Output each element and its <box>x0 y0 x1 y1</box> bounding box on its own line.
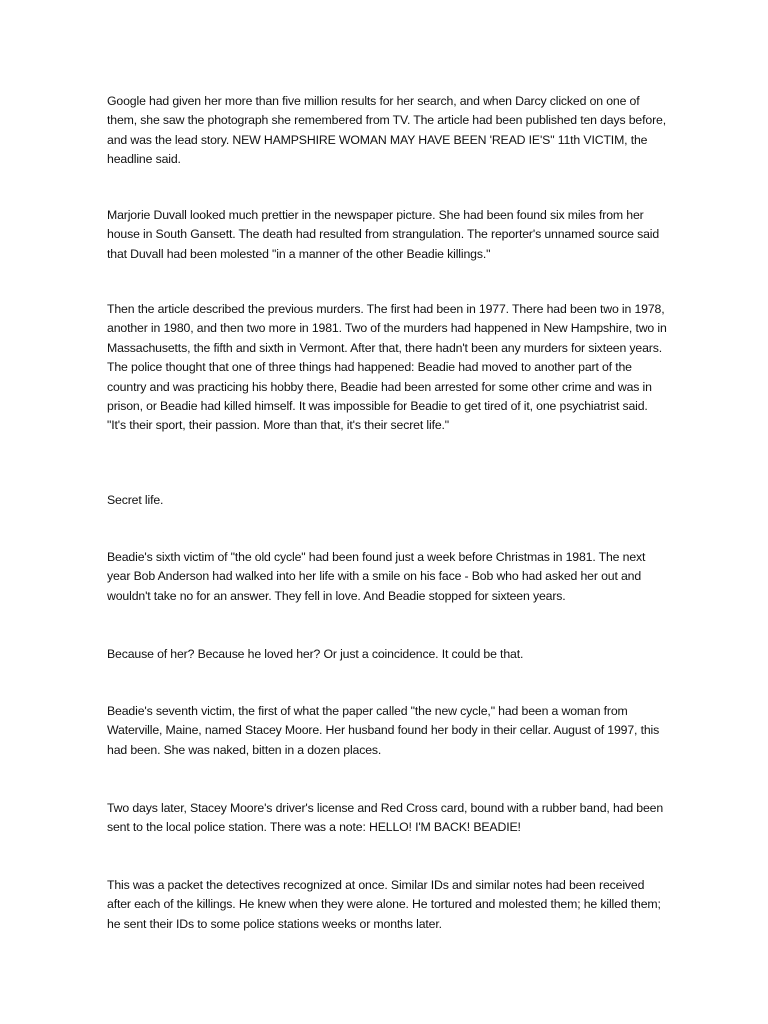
paragraph-7: Beadie's seventh victim, the first of what the paper called "the new cycle," had been a woman from Waterville, Maine, named Stacey Moore. Her husband found her body in their cellar. August of 1997, this had been. She was naked, bitten in a dozen places. <box>107 704 660 757</box>
paragraph-1: Google had given her more than five million results for her search, and when Darcy clicked on one of them, she saw the photograph she remembered from TV. The article had been published ten days before, and was the lead story. NEW HAMPSHIRE WOMAN MAY HAVE BEEN 'READ IE'S" 11th VICTIM, the headline said. <box>107 94 666 167</box>
paragraph-2: Marjorie Duvall looked much prettier in the newspaper picture. She had been found six miles from her house in South Gansett. The death had resulted from strangulation. The reporter's unnamed source said that Duvall had been molested "in a manner of the other Beadie killings." <box>107 208 660 261</box>
paragraph-4: Secret life. <box>107 493 164 507</box>
paragraph-3: Then the article described the previous murders. The first had been in 1977. There had been two in 1978, another in 1980, and then two more in 1981. Two of the murders had happened in New Hampshire, two in Massachusetts, the fifth and sixth in Vermont. After that, there hadn't been any murders for sixteen years. The police thought that one of three things had happened: Beadie had moved to another part of the country and was practicing his hobby there, Beadie had been arrested for some other crime and was in prison, or Beadie had killed himself. It was impossible for Beadie to get tired of it, one psychiatrist said. "It's their sport, their passion. More than that, it's their secret life." <box>107 302 667 433</box>
paragraph-5: Beadie's sixth victim of "the old cycle" had been found just a week before Christmas in 1981. The next year Bob Anderson had walked into her life with a smile on his face - Bob who had asked her out and wouldn't take no for an answer. They fell in love. And Beadie stopped for sixteen years. <box>107 550 646 603</box>
paragraph-6: Because of her? Because he loved her? Or just a coincidence. It could be that. <box>107 647 524 661</box>
paragraph-8: Two days later, Stacey Moore's driver's license and Red Cross card, bound with a rubber band, had been sent to the local police station. There was a note: HELLO! I'M BACK! BEADIE! <box>107 801 664 835</box>
paragraph-9: This was a packet the detectives recognized at once. Similar IDs and similar notes had been received after each of the killings. He knew when they were alone. He tortured and molested them; he killed them; he sent their IDs to some police stations weeks or months later. <box>107 878 661 931</box>
